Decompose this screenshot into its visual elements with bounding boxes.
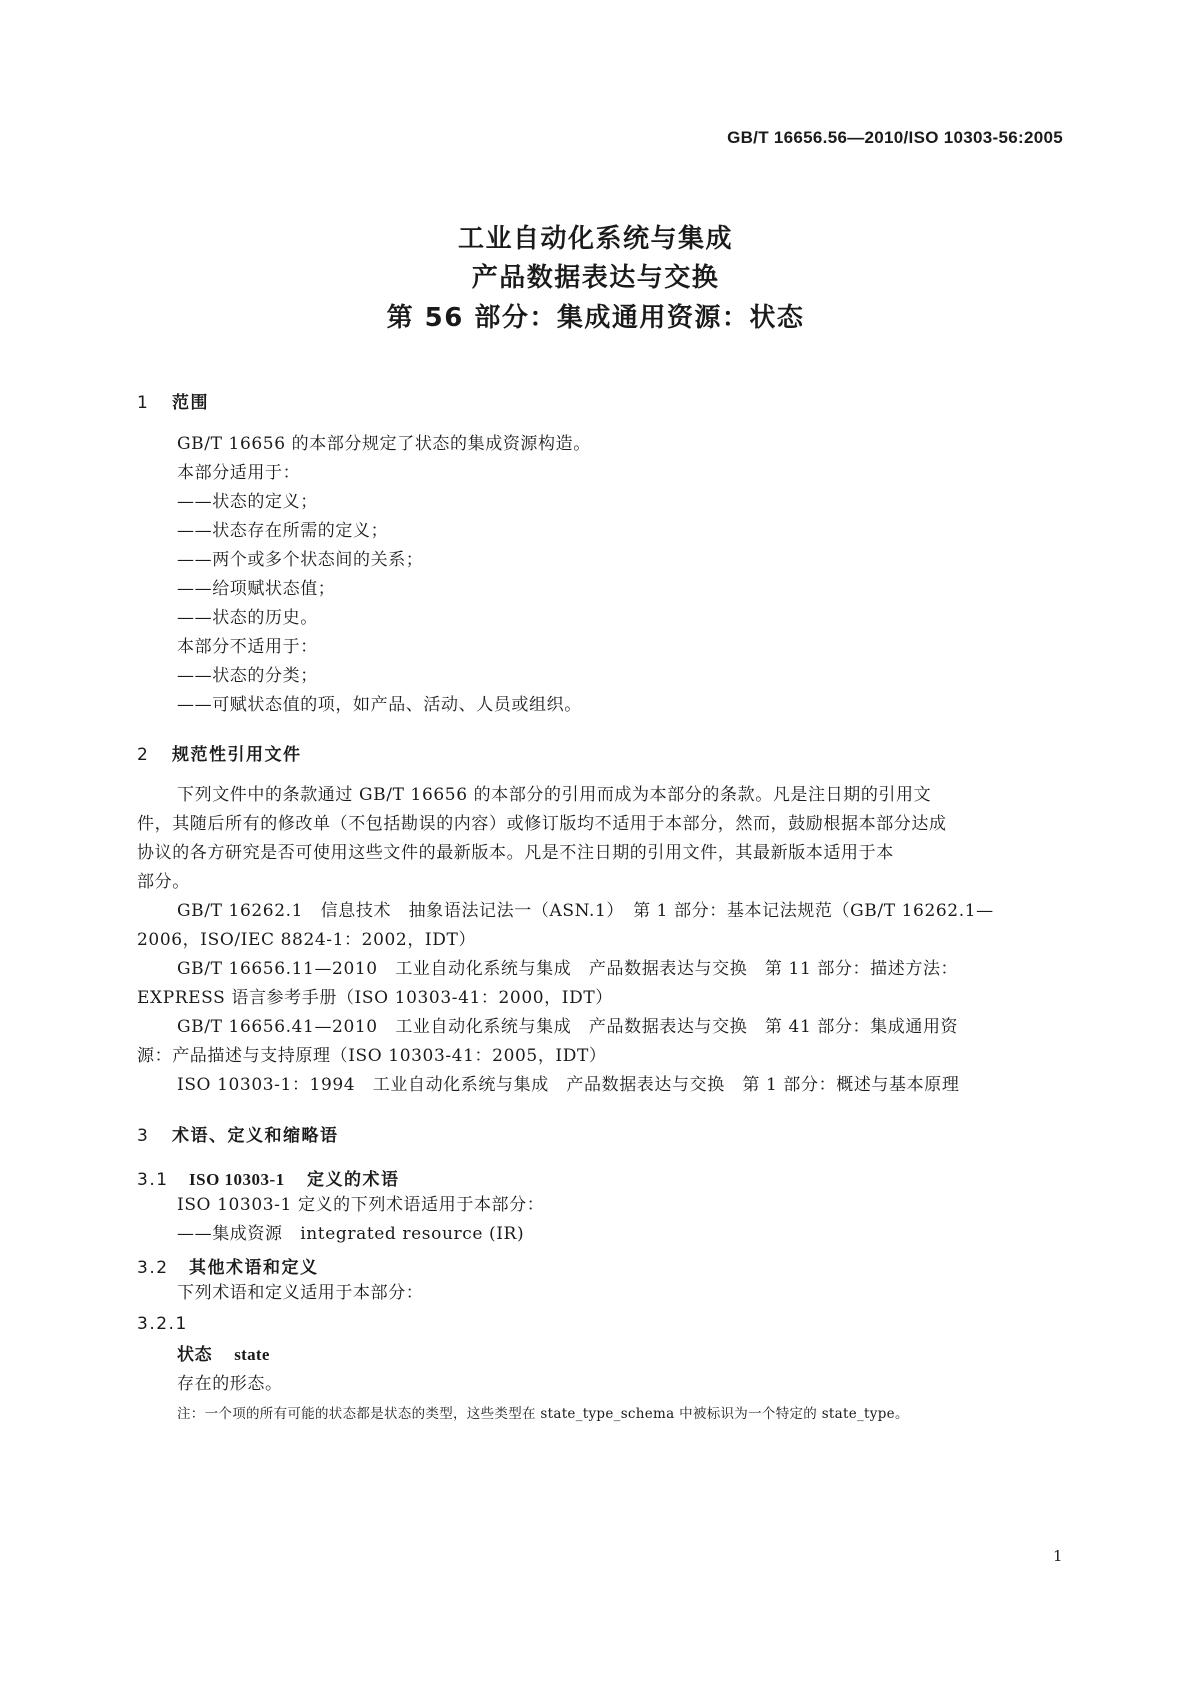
scope-line: 本部分适用于：	[177, 463, 301, 483]
subsection-title: 其他术语和定义	[189, 1258, 319, 1278]
section-title: 术语、定义和缩略语	[172, 1126, 339, 1146]
scope-list-item: ——状态的历史。	[177, 608, 318, 628]
terms-intro-line: ISO 10303-1 定义的下列术语适用于本部分：	[177, 1195, 545, 1215]
subsection-number: 3.1	[137, 1170, 169, 1190]
subsection-title: 定义的术语	[306, 1170, 400, 1190]
section-1-heading	[137, 388, 209, 413]
normative-paragraph-line: 件，其随后所有的修改单（不包括勘误的内容）或修订版均不适用于本部分，然而，鼓励根据本部分达成	[137, 814, 947, 834]
section-3-heading	[137, 1121, 339, 1146]
reference-line: GB/T 16656.41—2010 工业自动化系统与集成 产品数据表达与交换 第 41 部分：集成通用资	[177, 1017, 959, 1037]
reference-line: GB/T 16262.1 信息技术 抽象语法记法一（ASN.1） 第 1 部分：基本记法规范（GB/T 16262.1—	[177, 901, 994, 921]
subsection-3-1-heading	[137, 1165, 399, 1190]
normative-paragraph-line: 协议的各方研究是否可使用这些文件的最新版本。凡是不注日期的引用文件，其最新版本适用于本	[137, 843, 894, 863]
clause-number: 3.2.1	[137, 1314, 188, 1334]
title-line-2: 产品数据表达与交换	[471, 263, 720, 293]
reference-line: ISO 10303-1：1994 工业自动化系统与集成 产品数据表达与交换 第 1 部分：概述与基本原理	[177, 1075, 960, 1095]
scope-list-item: ——状态存在所需的定义；	[177, 521, 389, 541]
title-line-3: 第 56 部分：集成通用资源：状态	[386, 303, 805, 333]
subsection-number: 3.2	[137, 1258, 169, 1278]
subsection-title-latin: ISO 10303-1	[189, 1170, 285, 1189]
scope-line: 本部分不适用于：	[177, 637, 318, 657]
section-2-heading	[137, 740, 302, 765]
scope-list-item: ——可赋状态值的项，如产品、活动、人员或组织。	[177, 695, 582, 715]
term-chinese: 状态	[177, 1345, 213, 1365]
reference-line: 2006，ISO/IEC 8824-1：2002，IDT）	[137, 930, 476, 950]
term-definition: 存在的形态。	[177, 1374, 283, 1394]
terms-intro-line: 下列术语和定义适用于本部分：	[177, 1283, 424, 1303]
term-note: 注：一个项的所有可能的状态都是状态的类型，这些类型在 state_type_schema 中被标识为一个特定的 state_type。	[177, 1406, 909, 1422]
scope-list-item: ——给项赋状态值；	[177, 579, 336, 599]
standard-code-header: GB/T 16656.56—2010/ISO 10303-56:2005	[727, 128, 1063, 147]
terms-list-item: ——集成资源 integrated resource (IR)	[177, 1224, 525, 1244]
clause-3-2-1-number	[137, 1314, 188, 1334]
reference-line: GB/T 16656.11—2010 工业自动化系统与集成 产品数据表达与交换 第 11 部分：描述方法：	[177, 959, 959, 979]
term-heading	[177, 1344, 270, 1366]
scope-line: GB/T 16656 的本部分规定了状态的集成资源构造。	[177, 434, 591, 454]
normative-paragraph-line: 部分。	[137, 872, 190, 892]
section-title: 规范性引用文件	[172, 745, 302, 765]
scope-list-item: ——状态的定义；	[177, 492, 318, 512]
subsection-3-2-heading	[137, 1253, 319, 1278]
section-number: 2	[137, 745, 150, 765]
normative-paragraph-line: 下列文件中的条款通过 GB/T 16656 的本部分的引用而成为本部分的条款。凡是注日期的引用文	[177, 785, 932, 805]
term-english: state	[234, 1345, 270, 1364]
section-title: 范围	[172, 393, 209, 413]
title-line-1: 工业自动化系统与集成	[457, 224, 733, 254]
scope-list-item: ——两个或多个状态间的关系；	[177, 550, 424, 570]
reference-line: EXPRESS 语言参考手册（ISO 10303-41：2000，IDT）	[137, 988, 613, 1008]
scope-list-item: ——状态的分类；	[177, 666, 318, 686]
reference-line: 源：产品描述与支持原理（ISO 10303-41：2005，IDT）	[137, 1046, 607, 1066]
section-number: 3	[137, 1126, 150, 1146]
section-number: 1	[137, 393, 150, 413]
page-number: 1	[1053, 1547, 1063, 1565]
